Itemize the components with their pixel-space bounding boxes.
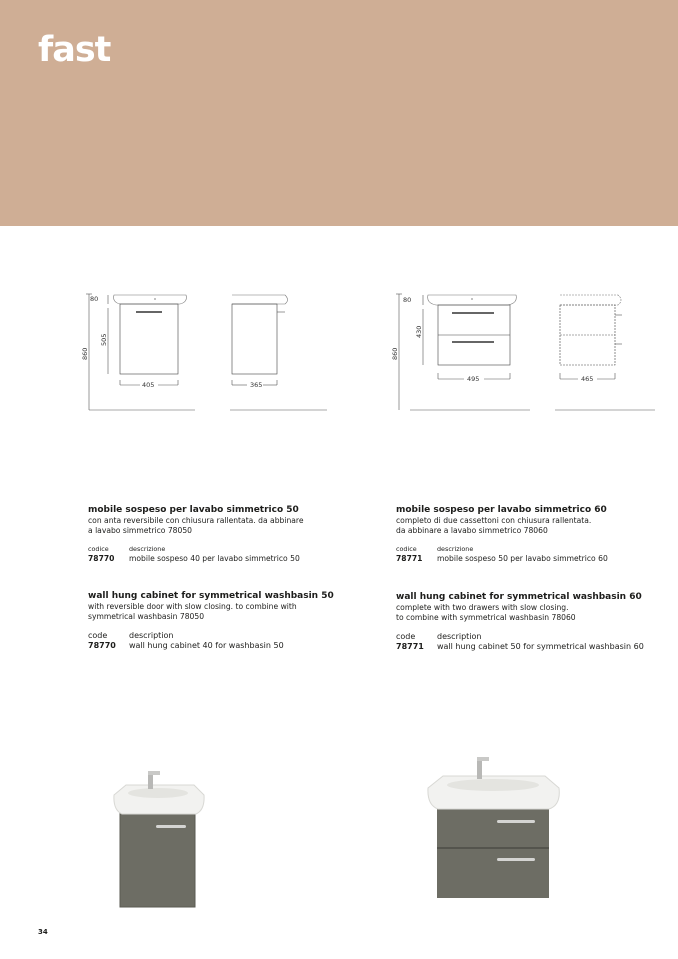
right-italian-block	[396, 504, 666, 564]
product-code: 78771	[396, 554, 423, 563]
dim-width: 405	[142, 381, 155, 389]
dim-body: 430	[415, 325, 423, 338]
code-table	[88, 631, 358, 651]
code-header: codice	[88, 545, 109, 553]
product-subtitle-line: da abbinare a lavabo simmetrico 78060	[396, 526, 548, 535]
description-header: description	[437, 632, 482, 641]
page-number: 34	[38, 928, 48, 936]
code-table	[88, 545, 358, 564]
product-description: wall hung cabinet 50 for symmetrical washbasin 60	[437, 642, 644, 651]
left-italian-block	[88, 504, 358, 564]
description-header: description	[129, 631, 174, 640]
product-description: mobile sospeso 40 per lavabo simmetrico 50	[129, 554, 300, 563]
code-header: code	[396, 632, 416, 641]
product-subtitle-line: a lavabo simmetrico 78050	[88, 526, 192, 535]
product-title-it: mobile sospeso per lavabo simmetrico 60	[396, 505, 607, 515]
product-description: mobile sospeso 50 per lavabo simmetrico 60	[437, 554, 608, 563]
dim-width: 495	[467, 375, 480, 383]
right-product-photo	[425, 752, 565, 906]
product-subtitle-line: completo di due cassettoni con chiusura rallentata.	[396, 516, 592, 525]
right-english-block	[396, 591, 666, 652]
dim-height: 860	[81, 347, 89, 360]
product-code: 78771	[396, 642, 424, 651]
left-technical-drawing	[80, 288, 335, 416]
left-product-photo	[110, 765, 210, 914]
product-subtitle-line: complete with two drawers with slow closing.	[396, 603, 569, 612]
dim-depth: 365	[250, 381, 263, 389]
dim-height: 860	[391, 347, 399, 360]
brand-logo: fast	[38, 30, 111, 70]
dim-top: 80	[90, 295, 99, 303]
left-english-block	[88, 590, 358, 651]
description-header: descrizione	[129, 545, 166, 553]
product-code: 78770	[88, 641, 116, 650]
code-header: code	[88, 631, 108, 640]
product-subtitle-line: to combine with symmetrical washbasin 78060	[396, 613, 576, 622]
header-banner	[0, 0, 678, 226]
right-technical-drawing	[390, 288, 665, 416]
product-title-it: mobile sospeso per lavabo simmetrico 50	[88, 505, 299, 515]
dim-top: 80	[403, 296, 412, 304]
product-subtitle-line: con anta reversibile con chiusura rallentata. da abbinare	[88, 516, 304, 525]
description-header: descrizione	[437, 545, 474, 553]
product-subtitle-line: symmetrical washbasin 78050	[88, 612, 205, 621]
dim-body: 505	[100, 333, 108, 346]
code-header: codice	[396, 545, 417, 553]
code-table	[396, 632, 666, 652]
dim-depth: 465	[581, 375, 594, 383]
code-table	[396, 545, 666, 564]
product-title-en: wall hung cabinet for symmetrical washbasin 60	[396, 592, 642, 602]
product-description: wall hung cabinet 40 for washbasin 50	[129, 641, 284, 650]
product-subtitle-line: with reversible door with slow closing. to combine with	[88, 602, 297, 611]
product-code: 78770	[88, 554, 115, 563]
product-title-en: wall hung cabinet for symmetrical washbasin 50	[88, 591, 334, 601]
